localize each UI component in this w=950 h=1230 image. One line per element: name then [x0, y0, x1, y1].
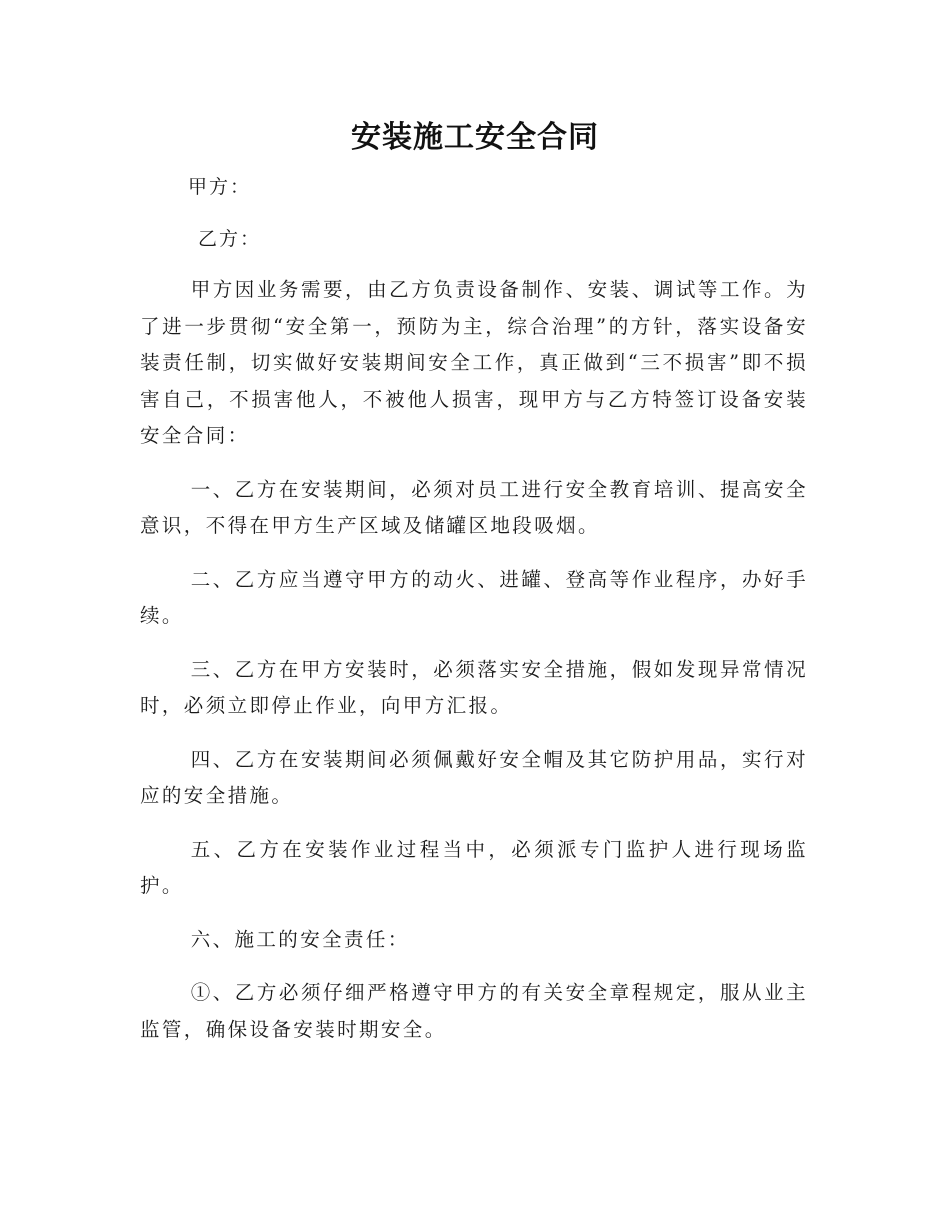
- party-b-label: 乙方：: [198, 228, 262, 250]
- clause-1-paragraph: 一、乙方在安装期间，必须对员工进行安全教育培训、提高安全意识，不得在甲方生产区域及储罐区地段吸烟。: [140, 477, 808, 537]
- party-a-label: 甲方：: [188, 176, 252, 198]
- clause-6-item-1-paragraph: ①、乙方必须仔细严格遵守甲方的有关安全章程规定，服从业主监管，确保设备安装时期安全。: [140, 981, 808, 1041]
- clause-5-paragraph: 五、乙方在安装作业过程当中，必须派专门监护人进行现场监护。: [140, 837, 808, 897]
- clause-6-heading: 六、施工的安全责任：: [190, 927, 410, 951]
- clause-4-paragraph: 四、乙方在安装期间必须佩戴好安全帽及其它防护用品，实行对应的安全措施。: [140, 747, 808, 807]
- clause-2-paragraph: 二、乙方应当遵守甲方的动火、进罐、登高等作业程序，办好手续。: [140, 567, 808, 627]
- clause-3-paragraph: 三、乙方在甲方安装时，必须落实安全措施，假如发现异常情况时，必须立即停止作业，向甲方汇报。: [140, 657, 808, 717]
- document-title: 安装施工安全合同: [351, 120, 599, 155]
- intro-paragraph: 甲方因业务需要，由乙方负责设备制作、安装、调试等工作。为了进一步贯彻“安全第一，预防为主，综合治理”的方针，落实设备安装责任制，切实做好安装期间安全工作，真正做到“三不损害”即不损害自己，不损害他人，不被他人损害，现甲方与乙方特签订设备安装安全合同：: [140, 278, 808, 447]
- document-body: [140, 272, 808, 1065]
